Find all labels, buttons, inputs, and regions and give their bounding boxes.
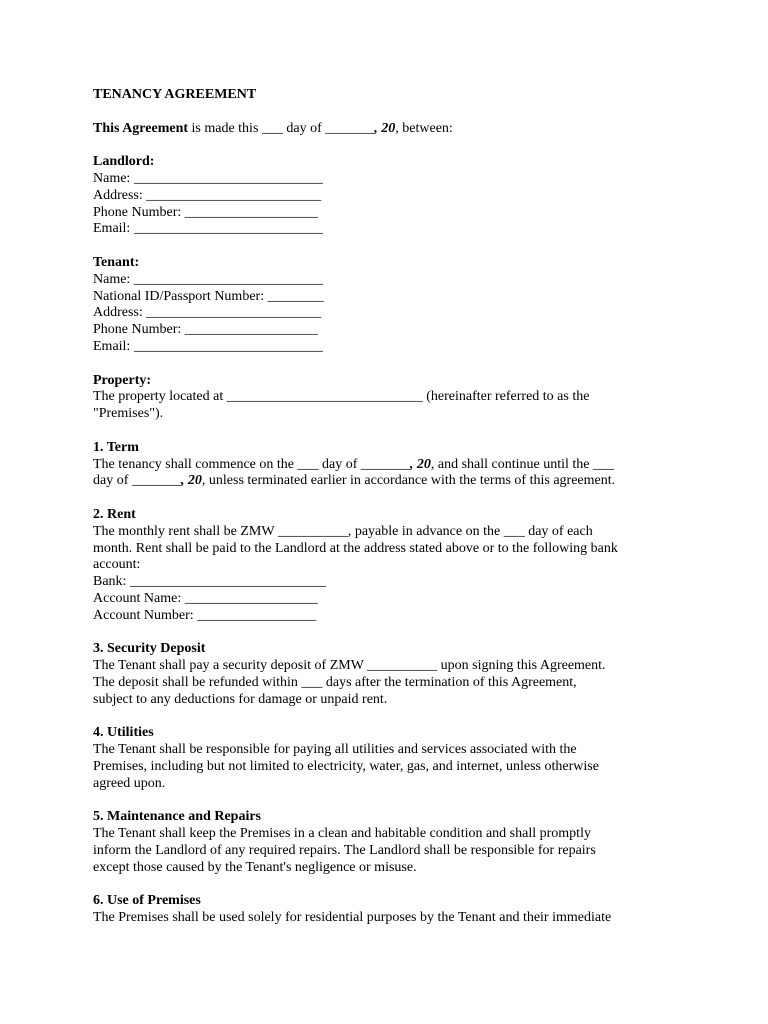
rent-account-number-field[interactable]: Account Number: _________________ xyxy=(93,607,317,623)
rent-heading: 2. Rent xyxy=(93,506,136,522)
deposit-text-line: The Tenant shall pay a security deposit of ZMW __________ upon signing this Agreement. xyxy=(93,658,606,674)
rent-section xyxy=(93,507,683,625)
tenant-name-field[interactable]: Name: ___________________________ xyxy=(93,271,323,287)
intro-lead: This Agreement xyxy=(93,120,189,136)
maintenance-section xyxy=(93,809,683,876)
term-text-part: The tenancy shall commence on the ___ day of _______ xyxy=(93,456,410,472)
tenant-section xyxy=(93,255,683,356)
term-section xyxy=(93,440,683,490)
rent-text-line: month. Rent shall be paid to the Landlord at the address stated above or to the following bank xyxy=(93,540,618,556)
utilities-heading: 4. Utilities xyxy=(93,725,154,741)
landlord-address-field[interactable]: Address: _________________________ xyxy=(93,187,322,203)
use-text-line: The Premises shall be used solely for residential purposes by the Tenant and their immediate xyxy=(93,910,612,926)
deposit-text-line: The deposit shall be refunded within ___ days after the termination of this Agreement, xyxy=(93,674,577,690)
tenant-heading: Tenant: xyxy=(93,254,140,270)
property-heading: Property: xyxy=(93,372,152,388)
term-text-line xyxy=(93,457,683,474)
property-text-line: The property located at ____________________________ (hereinafter referred to as the xyxy=(93,389,590,405)
tenant-national-id-field[interactable]: National ID/Passport Number: ________ xyxy=(93,288,324,304)
use-section xyxy=(93,893,683,927)
property-section xyxy=(93,373,683,423)
intro-line xyxy=(93,121,683,138)
rent-text-line: The monthly rent shall be ZMW __________, payable in advance on the ___ day of each xyxy=(93,523,593,539)
property-text-line: "Premises"). xyxy=(93,406,164,422)
term-year: , 20 xyxy=(409,456,431,472)
utilities-text-line: The Tenant shall be responsible for paying all utilities and services associated with the xyxy=(93,742,577,758)
term-text-line xyxy=(93,473,683,490)
landlord-email-field[interactable]: Email: ___________________________ xyxy=(93,221,323,237)
use-heading: 6. Use of Premises xyxy=(93,893,201,909)
utilities-text-line: agreed upon. xyxy=(93,775,166,791)
deposit-section xyxy=(93,641,683,708)
landlord-name-field[interactable]: Name: ___________________________ xyxy=(93,170,323,186)
maintenance-text-line: The Tenant shall keep the Premises in a clean and habitable condition and shall promptly xyxy=(93,826,591,842)
term-text-part: , and shall continue until the ___ xyxy=(430,456,614,472)
rent-account-name-field[interactable]: Account Name: ___________________ xyxy=(93,590,318,606)
deposit-heading: 3. Security Deposit xyxy=(93,641,206,657)
document-title: TENANCY AGREEMENT xyxy=(93,87,257,102)
term-text-part: , unless terminated earlier in accordance with the terms of this agreement. xyxy=(201,473,616,489)
landlord-heading: Landlord: xyxy=(93,154,155,170)
tenant-email-field[interactable]: Email: ___________________________ xyxy=(93,338,323,354)
intro-year: , 20 xyxy=(374,120,396,136)
intro-between: , between: xyxy=(395,120,453,136)
document-body xyxy=(93,87,683,927)
landlord-phone-field[interactable]: Phone Number: ___________________ xyxy=(93,204,318,220)
utilities-section xyxy=(93,725,683,792)
intro-made: is made this ___ day of _______ xyxy=(188,120,375,136)
maintenance-heading: 5. Maintenance and Repairs xyxy=(93,809,261,825)
term-year: , 20 xyxy=(180,473,202,489)
rent-bank-field[interactable]: Bank: ____________________________ xyxy=(93,574,326,590)
tenant-address-field[interactable]: Address: _________________________ xyxy=(93,305,322,321)
term-text-part: day of _______ xyxy=(93,473,181,489)
utilities-text-line: Premises, including but not limited to electricity, water, gas, and internet, unless otherwise xyxy=(93,758,599,774)
tenant-phone-field[interactable]: Phone Number: ___________________ xyxy=(93,322,318,338)
rent-text-line: account: xyxy=(93,557,141,573)
term-heading: 1. Term xyxy=(93,439,139,455)
maintenance-text-line: except those caused by the Tenant's negligence or misuse. xyxy=(93,859,417,875)
maintenance-text-line: inform the Landlord of any required repairs. The Landlord shall be responsible for repairs xyxy=(93,842,596,858)
landlord-section xyxy=(93,154,683,238)
deposit-text-line: subject to any deductions for damage or unpaid rent. xyxy=(93,691,388,707)
